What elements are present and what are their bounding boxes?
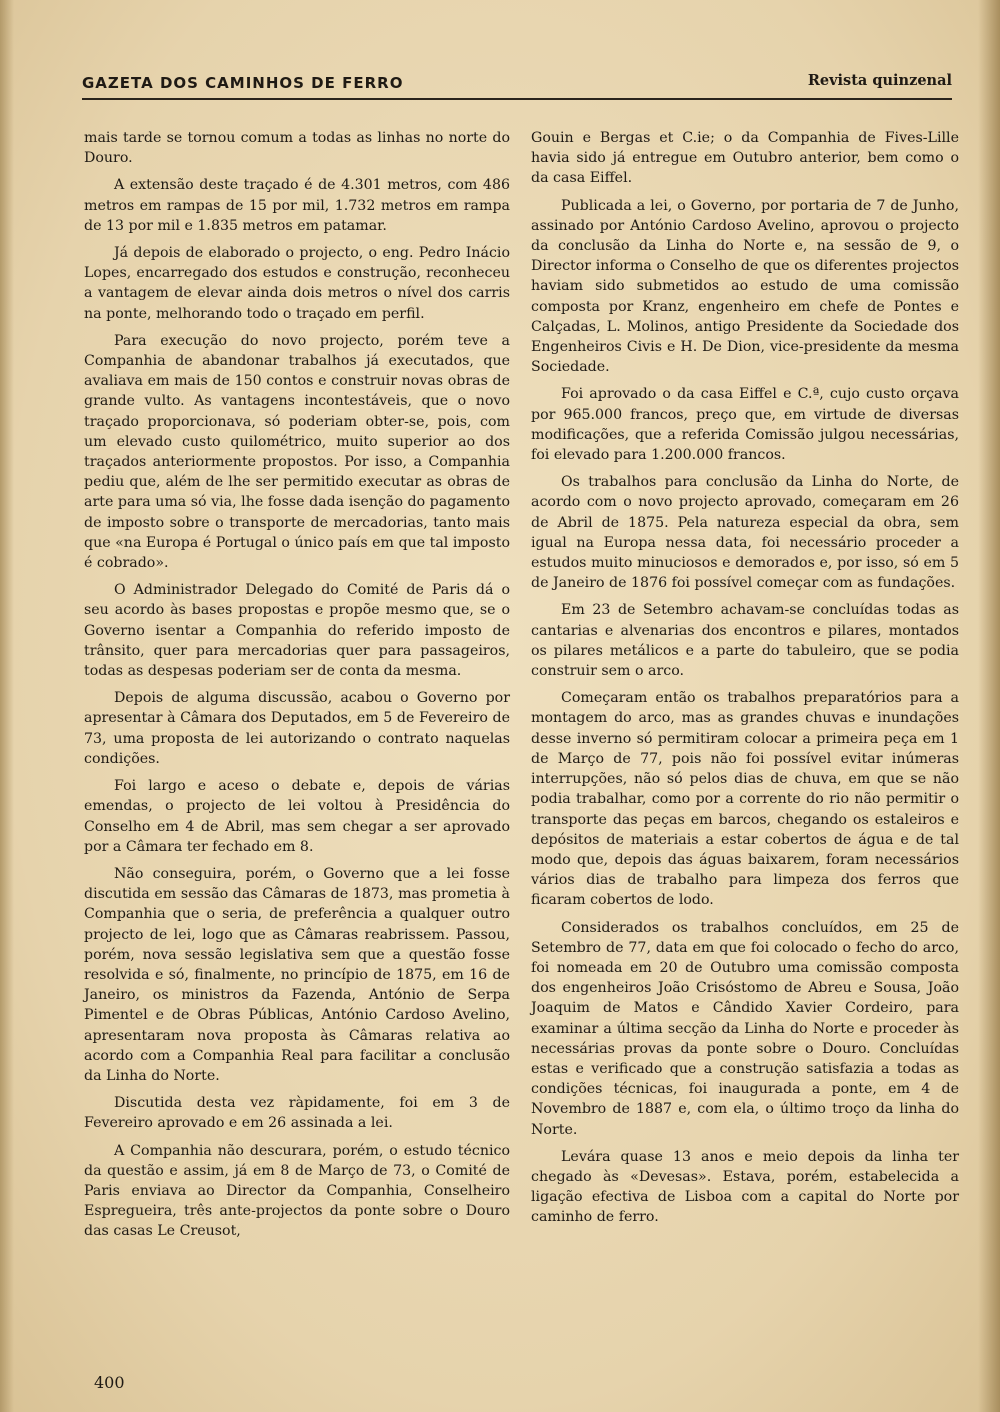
paragraph: Discutida desta vez ràpidamente, foi em 3 de Fevereiro aprovado e em 26 assinada a lei. xyxy=(84,1095,510,1132)
running-header xyxy=(82,62,952,100)
paragraph: Não conseguira, porém, o Governo que a lei fosse discutida em sessão das Câmaras de 1873, mas prometia à Companhia que o seria, de preferência a qualquer outro projecto de lei, logo que as Câmaras reabrissem. Passou, porém, nova sessão legislativa sem que a questão fosse resolvida e só, finalmente, no princípio de 1875, em 16 de Janeiro, os ministros da Fazenda, António de Serpa Pimentel e de Obras Públicas, António Cardoso Avelino, apresentaram nova proposta às Câmaras relativa ao acordo com a Companhia Real para facilitar a conclusão da Linha do Norte. xyxy=(84,865,510,1084)
paragraph: Publicada a lei, o Governo, por portaria de 7 de Junho, assinado por António Cardoso Avelino, aprovou o projecto da conclusão da Linha do Norte e, na sessão de 9, o Director informa o Conselho de que os diferentes projectos haviam sido submetidos ao estudo de uma comissão composta por Kranz, engenheiro em chefe de Pontes e Calçadas, L. Molinos, antigo Presidente da Sociedade dos Engenheiros Civis e H. De Dion, vice-presidente da mesma Sociedade. xyxy=(531,197,959,376)
paragraph: Em 23 de Setembro achavam-se concluídas todas as cantarias e alvenarias dos encontros e pilares, montados os pilares metálicos e a parte do tabuleiro, que se podia construir sem o arco. xyxy=(531,602,959,680)
left-column xyxy=(84,128,510,1249)
paragraph: O Administrador Delegado do Comité de Paris dá o seu acordo às bases propostas e propõe mesmo que, se o Governo isentar a Companhia do referido imposto de trânsito, quer para mercadorias quer para passageiros, todas as despesas poderiam ser de conta da mesma. xyxy=(84,582,510,680)
paragraph: Levára quase 13 anos e meio depois da linha ter chegado às «Devesas». Estava, porém, estabelecida a ligação efectiva de Lisboa com a capital do Norte por caminho de ferro. xyxy=(531,1148,959,1226)
paragraph: A Companhia não descurara, porém, o estudo técnico da questão e assim, já em 8 de Março de 73, o Comité de Paris enviava ao Director da Companhia, Conselheiro Espregueira, três ante-projectos da ponte sobre o Douro das casas Le Creusot, xyxy=(84,1142,510,1240)
page-number: 400 xyxy=(94,1373,125,1392)
page-edge-right xyxy=(978,0,1000,1412)
paragraph: Os trabalhos para conclusão da Linha do Norte, de acordo com o novo projecto aprovado, começaram em 26 de Abril de 1875. Pela natureza especial da obra, sem igual na Europa nessa data, foi necessário proceder a estudos muito minuciosos e demorados e, por isso, só em 5 de Janeiro de 1876 foi possível começar com as fundações. xyxy=(531,474,959,592)
paragraph: Gouin e Bergas et C.ie; o da Companhia de Fives-Lille havia sido já entregue em Outubro anterior, bem como o da casa Eiffel. xyxy=(531,130,959,187)
paragraph: Foi largo e aceso o debate e, depois de várias emendas, o projecto de lei voltou à Presidência do Conselho em 4 de Abril, mas sem chegar a ser aprovado por a Câmara ter fechado em 8. xyxy=(84,778,510,855)
paragraph: Começaram então os trabalhos preparatórios para a montagem do arco, mas as grandes chuvas e inundações desse inverno só permitiram colocar a primeira peça em 1 de Março de 77, pois não foi possível evitar inúmeras interrupções, não só pelos dias de chuva, em que se não podia trabalhar, como por a corrente do rio não permitir o transporte das peças em barcos, chegando os estaleiros e depósitos de materiais a estar cobertos de água e de tal modo que, depois das águas baixarem, foram necessários vários dias de trabalho para limpeza dos ferros que ficaram cobertos de lodo. xyxy=(531,690,959,909)
paragraph: Já depois de elaborado o projecto, o eng. Pedro Inácio Lopes, encarregado dos estudos e construção, reconheceu a vantagem de elevar ainda dois metros o nível dos carris na ponte, melhorando todo o traçado em perfil. xyxy=(84,245,510,322)
paragraph: A extensão deste traçado é de 4.301 metros, com 486 metros em rampas de 15 por mil, 1.732 metros em rampa de 13 por mil e 1.835 metros em patamar. xyxy=(84,177,510,234)
journal-subtitle: Revista quinzenal xyxy=(807,72,952,89)
paragraph: mais tarde se tornou comum a todas as linhas no norte do Douro. xyxy=(84,130,510,167)
journal-title: GAZETA DOS CAMINHOS DE FERRO xyxy=(82,74,404,92)
paragraph: Para execução do novo projecto, porém teve a Companhia de abandonar trabalhos já executados, que avaliava em mais de 150 contos e construir novas obras de grande vulto. As vantagens incontestáveis, que o novo traçado proporcionava, só poderiam obter-se, pois, com um elevado custo quilométrico, muito superior ao dos traçados anteriormente propostos. Por isso, a Companhia pediu que, além de lhe ser permitido executar as obras de arte para uma só via, lhe fosse dada isenção do pagamento de imposto sobre o transporte de mercadorias, tanto mais que «na Europa é Portugal o único país em que tal imposto é cobrado». xyxy=(84,332,510,572)
right-column xyxy=(531,128,959,1235)
paragraph: Considerados os trabalhos concluídos, em 25 de Setembro de 77, data em que foi colocado o fecho do arco, foi nomeada em 20 de Outubro uma comissão composta dos engenheiros João Crisóstomo de Abreu e Sousa, João Joaquim de Matos e Cândido Xavier Cordeiro, para examinar a última secção da Linha do Norte e proceder às necessárias provas da ponte sobre o Douro. Concluídas estas e verificado que a construção satisfazia a todas as condições técnicas, foi inaugurada a ponte, em 4 de Novembro de 1887 e, com ela, o último troço da linha do Norte. xyxy=(531,919,959,1138)
paragraph: Depois de alguma discussão, acabou o Governo por apresentar à Câmara dos Deputados, em 5 de Fevereiro de 73, uma proposta de lei autorizando o contrato naquelas condições. xyxy=(84,690,510,767)
paragraph: Foi aprovado o da casa Eiffel e C.ª, cujo custo orçava por 965.000 francos, preço que, em virtude de diversas modificações, que a referida Comissão julgou necessárias, foi elevado para 1.200.000 francos. xyxy=(531,386,959,464)
page-edge-left xyxy=(0,0,14,1412)
